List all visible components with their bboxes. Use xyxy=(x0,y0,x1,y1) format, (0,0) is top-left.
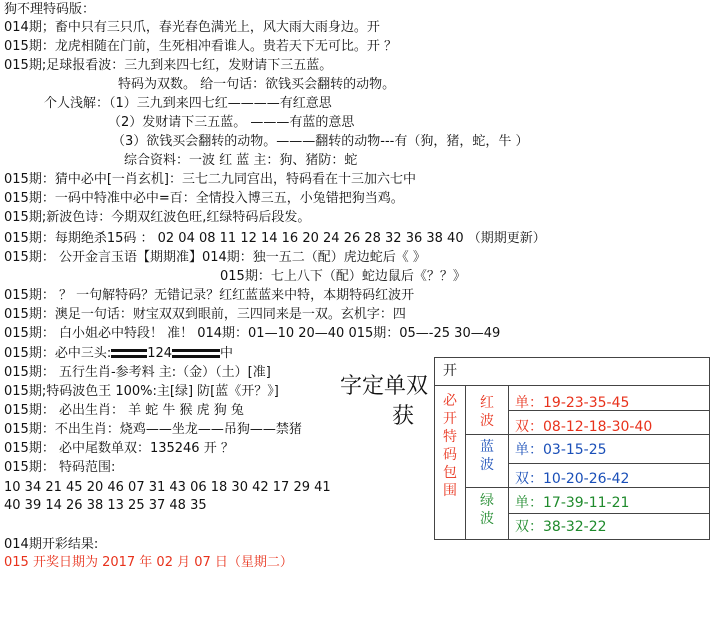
stamp-text-2: 获 xyxy=(392,404,415,429)
stamp-text: 字定单双 xyxy=(340,374,429,399)
line-kill-15: 015期：每期绝杀15码 ： 02 04 08 11 12 14 16 20 24 26 28 32 36 38 40 （期期更新） xyxy=(4,231,546,246)
line-draw-date: 015 开奖日期为 2017 年 02 月 07 日（星期二） xyxy=(4,555,293,570)
red-double: 双：08-12-18-30-40 xyxy=(515,419,653,435)
box-side-label: 必开特码包围 xyxy=(443,393,457,499)
line-guess: 015期：猜中必中[一肖玄机]：三七二九同宫出，特码看在十三加六七中 xyxy=(4,172,416,187)
line-macau-sentence: 015期：澳足一句话：财宝双双到眼前，三四同来是一双。玄机字：四 xyxy=(4,307,406,322)
green-wave-label: 绿波 xyxy=(480,493,494,527)
line-personal-2: （2）发财请下三五蓝。 ———有蓝的意思 xyxy=(108,115,355,130)
page-title: 狗不理特码版： xyxy=(4,2,96,17)
line-golden-words-2: 015期：七上八下（配）蛇边鼠后《？？》 xyxy=(220,269,466,284)
red-wave-label: 红波 xyxy=(480,395,494,429)
line-tail-number: 015期： 必中尾数单双：135246 开 ？ xyxy=(4,441,234,456)
line-range-label: 015期： 特码范围: xyxy=(4,460,116,475)
line-014-riddle: 014期；畜中只有三只爪，春光春色满光上，风大雨大雨身边。开 xyxy=(4,20,380,35)
line-even-number: 特码为双数。 给一句话：欲钱买会翻转的动物。 xyxy=(118,77,396,92)
green-single: 单：17-39-11-21 xyxy=(515,495,630,511)
green-double: 双：38-32-22 xyxy=(515,519,607,535)
blue-wave-label: 蓝波 xyxy=(480,439,494,473)
red-single: 单：19-23-35-45 xyxy=(515,395,630,411)
divider xyxy=(465,385,466,540)
redacted-bar xyxy=(172,349,220,358)
line-range-row-1: 10 34 21 45 20 46 07 31 43 06 18 30 42 17 29 41 xyxy=(4,480,331,495)
three-heads-value: 124 xyxy=(147,346,173,361)
line-015-riddle: 015期：龙虎相随在门前，生死相冲看谁人。贵若天下无可比。开 ？ xyxy=(4,39,397,54)
divider xyxy=(508,513,710,514)
box-header: 开 xyxy=(443,363,457,379)
line-results-label: 014期开彩结果: xyxy=(4,537,99,552)
line-three-heads xyxy=(4,345,233,363)
line-range-row-2: 40 39 14 26 38 13 25 37 48 35 xyxy=(4,498,207,513)
blue-double: 双：10-20-26-42 xyxy=(515,471,630,487)
line-golden-words: 015期： 公开金言玉语【期期准】014期：独一五二（配）虎边蛇后《 》 xyxy=(4,250,426,265)
line-one-sentence: 015期： ？ 一句解特码？无错记录？红红蓝蓝来中特，本期特码红波开 xyxy=(4,288,415,303)
line-must-zodiac: 015期： 必出生肖： 羊 蛇 牛 猴 虎 狗 兔 xyxy=(4,403,244,418)
three-heads-suffix: 中 xyxy=(220,346,234,361)
prediction-box xyxy=(434,357,710,540)
line-segments: 015期： 白小姐必中特段！ 准！ 014期：01—10 20—40 015期：05—-25 30—49 xyxy=(4,326,501,341)
line-summary: 综合资料：一波 红 蓝 主：狗、猪防：蛇 xyxy=(124,153,358,168)
redacted-bar xyxy=(111,349,147,358)
blue-single: 单：03-15-25 xyxy=(515,442,607,458)
divider xyxy=(508,463,710,464)
divider xyxy=(435,385,710,386)
line-no-zodiac: 015期：不出生肖：烧鸡——坐龙——吊狗——禁猪 xyxy=(4,422,302,437)
line-wave-king: 015期;特码波色王 100%:主[绿] 防[蓝《开？》] xyxy=(4,384,279,399)
line-five-elements: 015期： 五行生肖-参考料 主:（金）（土）[准] xyxy=(4,365,271,380)
line-football-wave: 015期;足球报看波：三九到来四七红，发财请下三五蓝。 xyxy=(4,58,333,73)
line-personal-3: （3）欲钱买会翻转的动物。———翻转的动物---有（狗，猪，蛇，牛 ） xyxy=(112,134,529,149)
line-wave-poem: 015期;新波色诗：今期双红波色旺,红绿特码后段发。 xyxy=(4,210,311,225)
line-personal-1: 个人浅解：（1）三九到来四七红————有红意思 xyxy=(44,96,332,111)
three-heads-label: 015期：必中三头: xyxy=(4,346,112,361)
line-one-code: 015期：一码中特准中必中=百：全情投入博三五，小兔错把狗当鸡。 xyxy=(4,191,404,206)
